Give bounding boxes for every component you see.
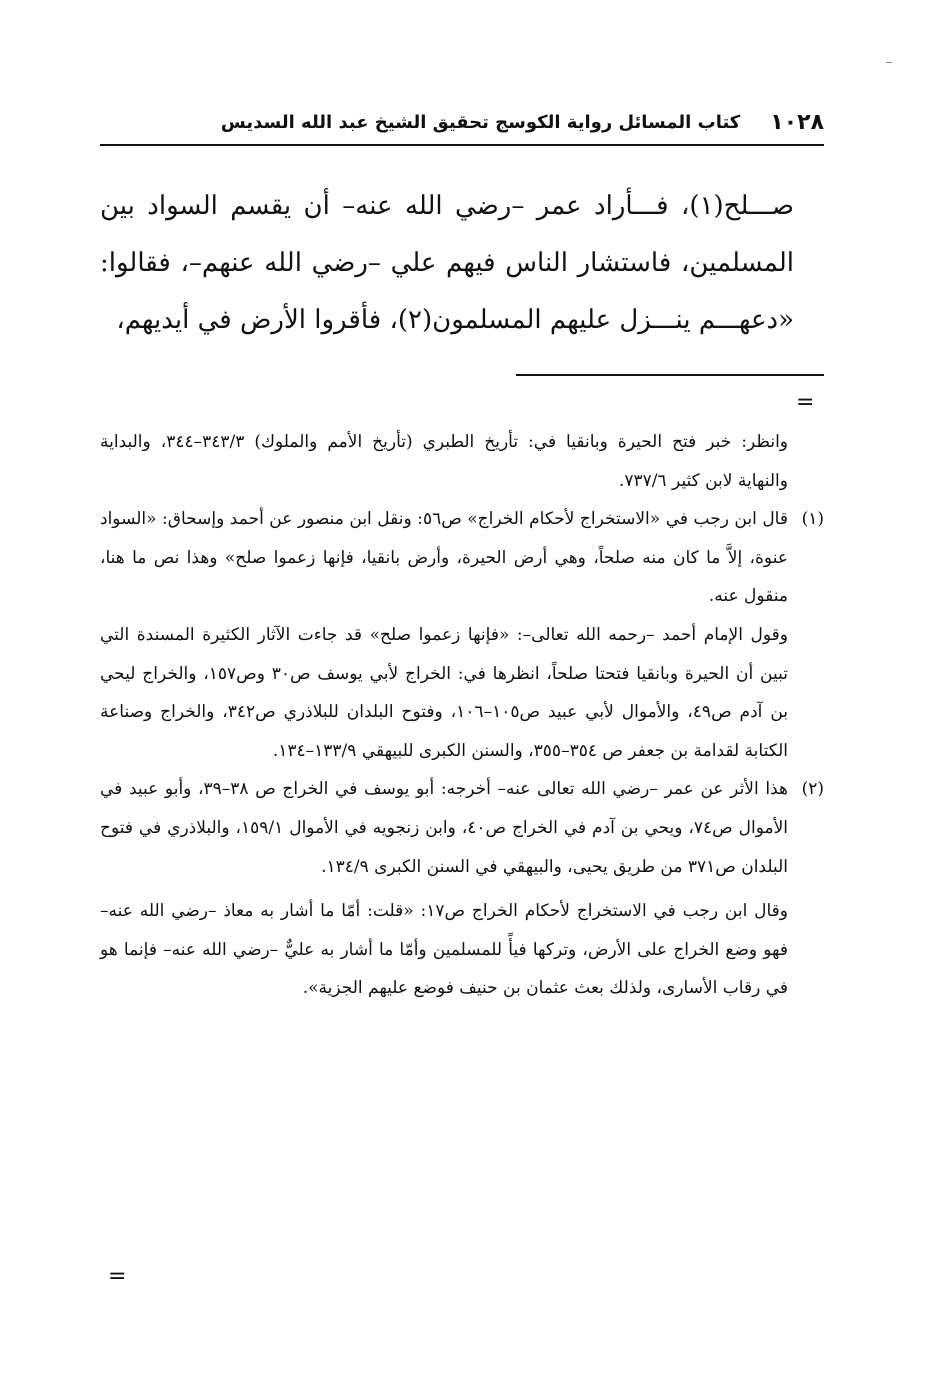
footnote-separator	[516, 374, 824, 376]
footnote-continued: وانظر: خبر فتح الحيرة وبانقيا في: تأريخ الطبري (تأريخ الأمم والملوك) ٣٤٣/٣–٣٤٤، والبداية والنهاية لابن كثير ٧٣٧/٦.	[100, 432, 788, 491]
page-number: ١٠٢٨	[770, 109, 824, 135]
footnote-2-text: هذا الأثر عن عمر –رضي الله تعالى عنه– أخرجه: أبو يوسف في الخراج ص ٣٨–٣٩، وأبو عبيد في الأموال ص٧٤، ويحي بن آدم في الخراج ص٤٠، وابن زنجويه في الأموال ١٥٩/١، والبلاذري في فتوح البلدان ص٣٧١ من طريق يحيى، والبيهقي في السنن الكبرى ١٣٤/٩.	[100, 779, 788, 877]
continuation-mark-top: =	[796, 390, 815, 415]
continuation-mark-bottom: =	[108, 1264, 127, 1289]
footnote-1-number: (١)	[801, 509, 824, 530]
footnotes	[100, 423, 824, 1008]
footnote-2	[100, 770, 824, 886]
main-paragraph: صـــلح(١)، فـــأراد عمر –رضي الله عنه– أن يقسم السواد بين المسلمين، فاستشار الناس فيهم علي –رضي الله عنهم–، فقالوا: «دعهـــم ينـــزل عليهم المسلمون(٢)، فأقروا الأرض في أيديهم،	[100, 191, 794, 335]
footnote-2-continuation: وقال ابن رجب في الاستخراج لأحكام الخراج ص١٧: «قلت: أمّا ما أشار به معاذ –رضي الله عنه– فهو وضع الخراج على الأرض، وتركها فيأً للمسلمين وأمّا ما أشار به عليٌّ –رضي الله عنه– فإنما هو في رقاب الأسارى، ولذلك بعث عثمان بن حنيف فوضع عليهم الجزية».	[100, 901, 788, 999]
footnote-1	[100, 500, 824, 616]
footnote-1-text: قال ابن رجب في «الاستخراج لأحكام الخراج» ص٥٦: ونقل ابن منصور عن أحمد وإسحاق: «السواد عنوة، إلاَّ ما كان منه صلحاً، وهي أرض الحيرة، وأرض بانقيا، فإنها زعموا صلح» وهذا نص ما هنا، منقول عنه.	[100, 509, 788, 607]
footnote-2-number: (٢)	[801, 779, 824, 800]
running-title: كتاب المسائل رواية الكوسج تحقيق الشيخ عبد الله السديس	[220, 111, 741, 133]
page-header	[100, 100, 824, 146]
main-text	[100, 178, 824, 349]
footnote-1-continuation: وقول الإمام أحمد –رحمه الله تعالى–: «فإنها زعموا صلح» قد جاءت الآثار الكثيرة المسندة التي تبين أن الحيرة وبانقيا فتحتا صلحاً، انظرها في: الخراج لأبي يوسف ص٣٠ وص١٥٧، والخراج ليحي بن آدم ص٤٩، والأموال لأبي عبيد ص١٠٥–١٠٦، وفتوح البلدان للبلاذري ص٣٤٢، والخراج وصناعة الكتابة لقدامة بن جعفر ص ٣٥٤–٣٥٥، والسنن الكبرى للبيهقي ١٣٣/٩–١٣٤.	[100, 624, 788, 761]
scan-speck	[886, 62, 892, 63]
